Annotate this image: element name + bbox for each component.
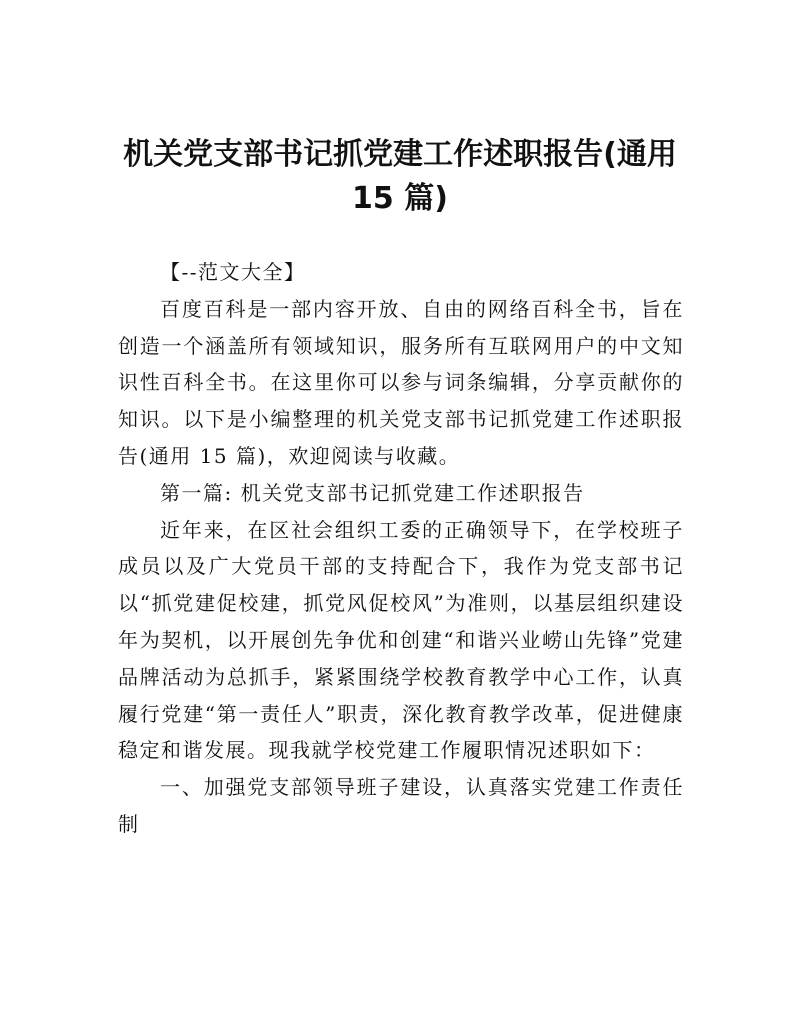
source-tag: 【--范文大全】 (160, 260, 306, 284)
body-paragraph: 近年来，在区社会组织工委的正确领导下，在学校班子成员以及广大党员干部的支持配合下，我作为党支部书记以“抓党建促校建，抓党风促校风”为准则，以基层组织建设年为契机，以开展创先争优和创建“和谐兴业崂山先锋”党建品牌活动为总抓手，紧紧围绕学校教育教学中心工作，认真履行党建“第一责任人”职责，深化教育教学改革，促进健康稳定和谐发展。现我就学校党建工作履职情况述职如下： (118, 517, 684, 763)
document-title (110, 133, 690, 221)
intro-paragraph: 百度百科是一部内容开放、自由的网络百科全书，旨在创造一个涵盖所有领域知识，服务所有互联网用户的中文知识性百科全书。在这里你可以参与词条编辑，分享贡献你的知识。以下是小编整理的机关党支部书记抓党建工作述职报告(通用 15 篇)，欢迎阅读与收藏。 (118, 296, 684, 468)
document-body (118, 254, 684, 843)
subsection-heading: 一、加强党支部领导班子建设，认真落实党建工作责任制 (118, 775, 684, 836)
title-line-1: 机关党支部书记抓党建工作述职报告(通用 (123, 137, 677, 172)
section-heading: 第一篇: 机关党支部书记抓党建工作述职报告 (160, 480, 585, 505)
title-line-2: 15 篇) (352, 181, 448, 216)
